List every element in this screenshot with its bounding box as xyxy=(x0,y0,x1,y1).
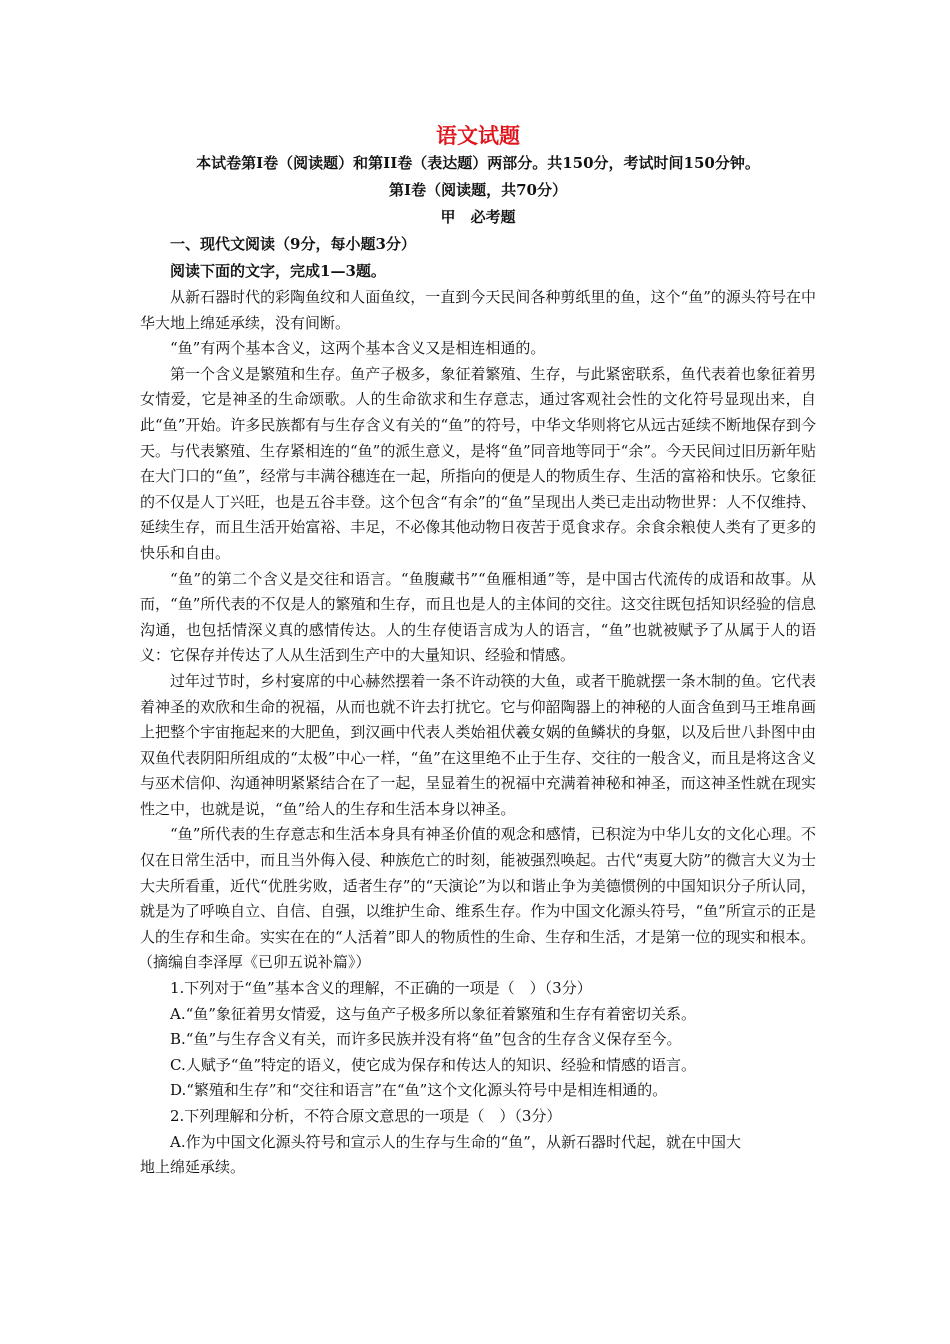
reading-passage xyxy=(140,285,816,976)
option-c: C.人赋予“鱼”特定的语义，使它成为保存和传达人的知识、经验和情感的语言。 xyxy=(170,1055,697,1074)
exam-page xyxy=(140,122,816,1181)
option-a: A.作为中国文化源头符号和宣示人的生存与生命的“鱼”，从新石器时代起，就在中国大 xyxy=(170,1132,741,1151)
option-d: D.“繁殖和生存”和“交往和语言”在“鱼”这个文化源头符号中是相连相通的。 xyxy=(170,1081,668,1100)
question-stem: 1.下列对于“鱼”基本含义的理解，不正确的一项是（ ）（3分） xyxy=(170,979,592,998)
section-heading: 一、现代文阅读（9分，每小题3分） xyxy=(170,235,416,253)
question-stem: 2.下列理解和分析，不符合原文意思的一项是（ ）（3分） xyxy=(170,1107,562,1125)
passage-paragraph: 过年过节时，乡村宴席的中心赫然摆着一条不许动筷的大鱼，或者干脆就摆一条木制的鱼。它代表着神圣的欢欣和生命的祝福，从而也就不许去打扰它。它与仰韶陶器上的神秘的人面含鱼到马王堆帛画上把整个宇宙拖起来的大肥鱼，到汉画中代表人类始祖伏羲女娲的鱼鳞状的身躯，以及后世八卦图中由双鱼代表阴阳所组成的“太极”中心一样，“鱼”在这里绝不止于生存、交往的一般含义，而且是将这含义与巫术信仰、沟通神明紧紧结合在了一起，呈显着生的祝福中充满着神秘和神圣，而这神圣性就在现实性之中，也就是说，“鱼”给人的生存和生活本身以神圣。 xyxy=(140,671,816,818)
passage-source: （摘编自李泽厚《已卯五说补篇》） xyxy=(138,953,371,972)
exam-info: 本试卷第Ⅰ卷（阅读题）和第II卷（表达题）两部分。共150分，考试时间150分钟。 xyxy=(196,154,760,172)
section-instruction: 阅读下面的文字，完成1—3题。 xyxy=(170,262,386,280)
question-2 xyxy=(140,1104,816,1181)
option-b: B.“鱼”与生存含义有关，而许多民族并没有将“鱼”包含的生存含义保存至今。 xyxy=(170,1030,682,1049)
option-a-continuation: 地上绵延承续。 xyxy=(140,1158,246,1177)
passage-paragraph: “鱼”的第二个含义是交往和语言。“鱼腹藏书”“鱼雁相通”等，是中国古代流传的成语和故事。从而，“鱼”所代表的不仅是人的繁殖和生存，而且也是人的主体间的交往。这交往既包括知识经验的信息沟通，也包括情深义真的感情传达。人的生存使语言成为人的语言，“鱼”也就被赋予了从属于人的语义：它保存并传达了人从生活到生产中的大量知识、经验和情感。 xyxy=(140,569,816,665)
question-1 xyxy=(140,976,816,1104)
part-heading: 甲 必考题 xyxy=(440,208,516,226)
volume-heading: 第Ⅰ卷（阅读题，共70分） xyxy=(389,181,567,199)
passage-paragraph: “鱼”有两个基本含义，这两个基本含义又是相连相通的。 xyxy=(170,339,546,358)
passage-paragraph: “鱼”所代表的生存意志和生活本身具有神圣价值的观念和感情，已积淀为中华儿女的文化心理。不仅在日常生活中，而且当外侮入侵、种族危亡的时刻，能被强烈唤起。古代“夷夏大防”的微言大义为士大夫所看重，近代“优胜劣败，适者生存”的“天演论”为以和谐止争为美德惯例的中国知识分子所认同，就是为了呼唤自立、自信、自强，以维护生命、维系生存。作为中国文化源头符号，“鱼”所宣示的正是人的生存和生命。实实在在的“人活着”即人的物质性的生命、生存和生活，才是第一位的现实和根本。 xyxy=(140,825,816,946)
passage-paragraph: 第一个含义是繁殖和生存。鱼产子极多，象征着繁殖、生存，与此紧密联系，鱼代表着也象征着男女情爱，它是神圣的生命颂歌。人的生命欲求和生存意志，通过客观社会性的文化符号显现出来，自此“鱼”开始。许多民族都有与生存含义有关的“鱼”的符号，中华文华则将它从远古延续不断地保存到今天。与代表繁殖、生存紧相连的“鱼”的派生意义，是将“鱼”同音地等同于“余”。今天民间过旧历新年贴在大门口的“鱼”，经常与丰满谷穗连在一起，所指向的便是人的物质生存、生活的富裕和快乐。它象征的不仅是人丁兴旺，也是五谷丰登。这个包含“有余”的“鱼”呈现出人类已走出动物世界：人不仅维持、延续生存，而且生活开始富裕、丰足，不必像其他动物日夜苦于觅食求存。余食余粮使人类有了更多的快乐和自由。 xyxy=(140,364,817,562)
passage-paragraph: 从新石器时代的彩陶鱼纹和人面鱼纹，一直到今天民间各种剪纸里的鱼，这个“鱼”的源头符号在中华大地上绵延承续，没有间断。 xyxy=(140,288,816,332)
option-a: A.“鱼”象征着男女情爱，这与鱼产子极多所以象征着繁殖和生存有着密切关系。 xyxy=(170,1004,696,1023)
page-title: 语文试题 xyxy=(436,123,520,148)
